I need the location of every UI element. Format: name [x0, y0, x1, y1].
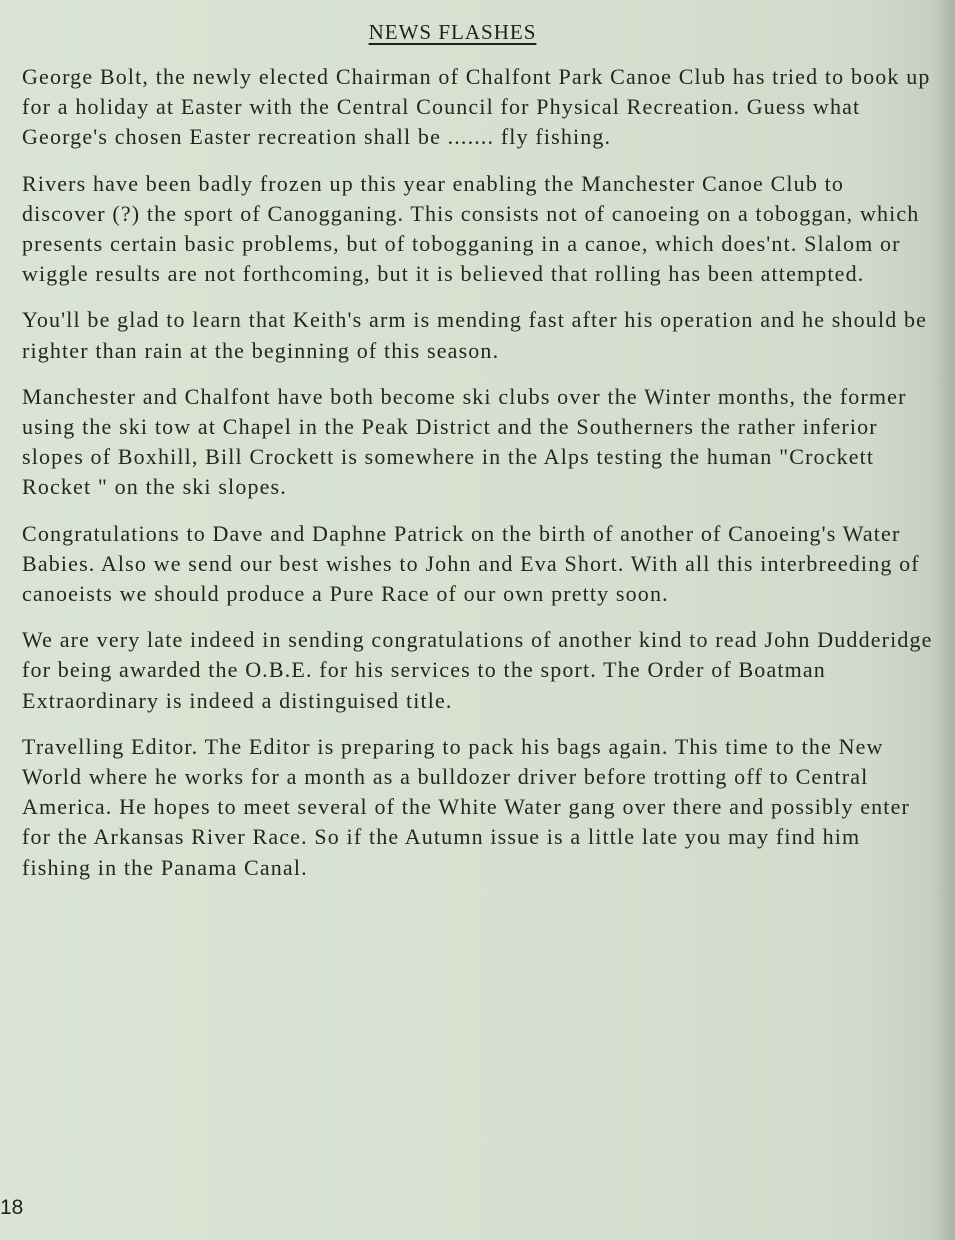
page-title: NEWS FLASHES	[368, 20, 537, 44]
paragraph-ski-clubs: Manchester and Chalfont have both become ski clubs over the Winter months, the former using the ski tow at Chapel in the Peak District and the Southerners the rather inferior slopes of Boxhill, Bill Crockett is somewhere in the Alps testing the human "Crockett Rocket " on the ski slopes.	[22, 383, 907, 500]
paragraph-obe: We are very late indeed in sending congratulations of another kind to read John Dudderidge for being awarded the O.B.E. for his services to the sport. The Order of Boatman Extraordinary is indeed a distinguised title.	[22, 627, 933, 713]
paragraph-keith-arm: You'll be glad to learn that Keith's arm is mending fast after his operation and he should be righter than rain at the beginning of this season.	[22, 307, 928, 363]
paragraph-congratulations: Congratulations to Dave and Daphne Patrick on the birth of another of Canoeing's Water Babies. Also we send our best wishes to John and Eva Short. With all this interbreeding of canoeists we should produce a Pure Race of our own pretty soon.	[22, 520, 920, 607]
article-body	[22, 62, 934, 899]
paragraph-george-bolt: George Bolt, the newly elected Chairman of Chalfont Park Canoe Club has tried to book up for a holiday at Easter with the Central Council for Physical Recreation. Guess what George's chosen Easter recreation shall be ....... fly fishing.	[22, 64, 931, 150]
paragraph-canogganing: Rivers have been badly frozen up this year enabling the Manchester Canoe Club to discover (?) the sport of Canogganing. This consists not of canoeing on a toboggan, which presents certain basic problems, but of tobogganing in a canoe, which does'nt. Slalom or wiggle results are not forthcoming, but it is believed that rolling has been attempted.	[22, 170, 920, 287]
page-number: 18	[0, 1196, 24, 1219]
paragraph-travelling-editor: Travelling Editor. The Editor is preparing to pack his bags again. This time to the New World where he works for a month as a bulldozer driver before trotting off to Central America. He hopes to meet several of the White Water gang over there and possibly enter for the Arkansas River Race. So if the Autumn issue is a little late you may find him fishing in the Panama Canal.	[22, 733, 910, 880]
